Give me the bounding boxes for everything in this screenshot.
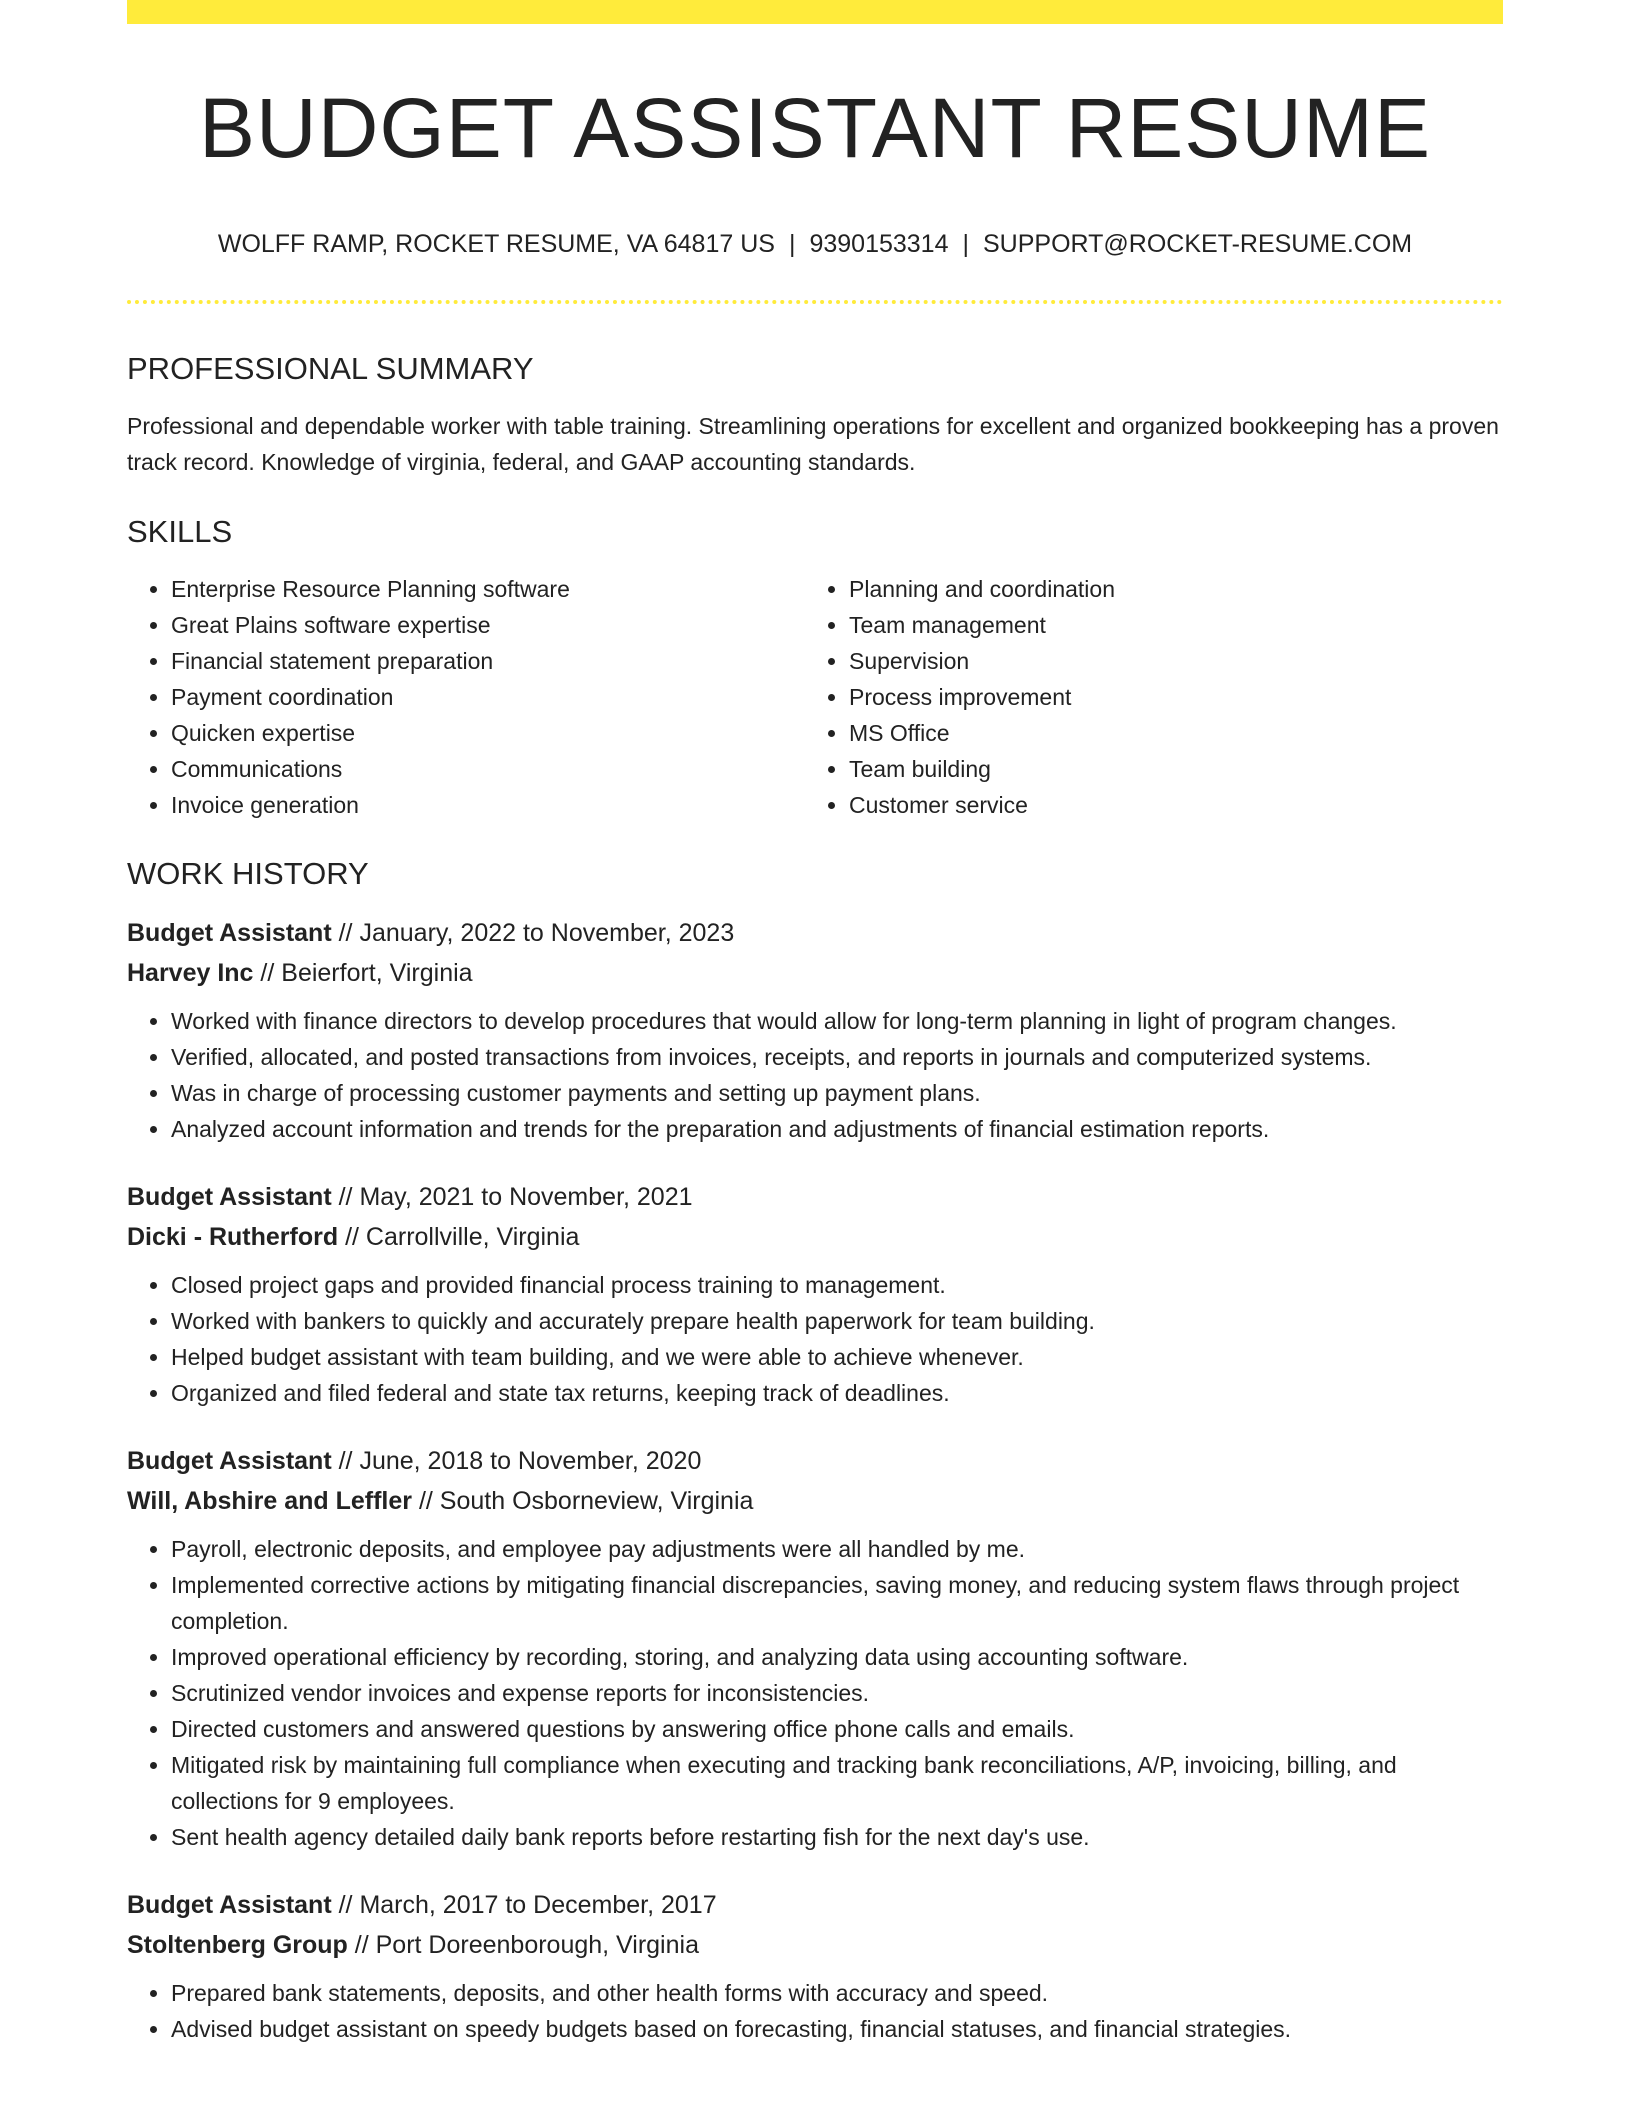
company-name: Dicki - Rutherford xyxy=(127,1223,339,1251)
resume-title: BUDGET ASSISTANT RESUME xyxy=(199,81,1431,175)
job-bullets xyxy=(127,1975,1503,2047)
company-name: Harvey Inc xyxy=(127,959,254,987)
separator: // xyxy=(338,1223,366,1251)
job-bullet: • Mitigated risk by maintaining full compliance when executing and tracking bank reconciliations, A/P, invoicing, billing, and collections for 9 employees. xyxy=(171,1747,1503,1819)
company-location: Port Doreenborough, Virginia xyxy=(375,1931,699,1959)
company-location: Carrollville, Virginia xyxy=(365,1223,580,1251)
job-bullets xyxy=(127,1531,1503,1855)
job-bullet: • Improved operational efficiency by recording, storing, and analyzing data using accounting software. xyxy=(171,1639,1503,1675)
skill-item: • Invoice generation xyxy=(171,787,805,823)
company-line xyxy=(127,1481,1503,1521)
job-bullet: • Advised budget assistant on speedy budgets based on forecasting, financial statuses, and financial strategies. xyxy=(171,2011,1503,2047)
company-line xyxy=(127,1925,1503,1965)
job-bullet: • Was in charge of processing customer payments and setting up payment plans. xyxy=(171,1075,1503,1111)
resume-page xyxy=(127,0,1503,2047)
skill-item: • Process improvement xyxy=(849,679,1483,715)
separator: // xyxy=(331,1891,360,1919)
job-bullet: • Closed project gaps and provided financial process training to management. xyxy=(171,1267,1503,1303)
job-title-line xyxy=(127,1441,1503,1481)
skill-item: • Team management xyxy=(849,607,1483,643)
job-bullet: • Verified, allocated, and posted transactions from invoices, receipts, and reports in journals and computerized systems. xyxy=(171,1039,1503,1075)
job-dates: January, 2022 to November, 2023 xyxy=(359,919,735,947)
job-title: Budget Assistant xyxy=(127,919,332,947)
job-entry xyxy=(127,1441,1503,1855)
skill-item: • Supervision xyxy=(849,643,1483,679)
job-dates: June, 2018 to November, 2020 xyxy=(359,1447,702,1475)
job-bullet: • Sent health agency detailed daily bank reports before restarting fish for the next day's use. xyxy=(171,1819,1503,1855)
skills-list-left xyxy=(127,571,805,823)
skill-item: • Great Plains software expertise xyxy=(171,607,805,643)
job-title-line xyxy=(127,1885,1503,1925)
job-bullet: • Organized and filed federal and state tax returns, keeping track of deadlines. xyxy=(171,1375,1503,1411)
company-name: Will, Abshire and Leffler xyxy=(127,1487,412,1515)
job-title: Budget Assistant xyxy=(127,1891,332,1919)
skill-item: • Team building xyxy=(849,751,1483,787)
company-name: Stoltenberg Group xyxy=(127,1931,348,1959)
contact-line xyxy=(127,232,1503,257)
job-title-line xyxy=(127,1177,1503,1217)
separator: // xyxy=(331,1447,360,1475)
job-dates: May, 2021 to November, 2021 xyxy=(359,1183,693,1211)
job-bullet: • Payroll, electronic deposits, and employee pay adjustments were all handled by me. xyxy=(171,1531,1503,1567)
skills-columns xyxy=(127,571,1503,823)
company-line xyxy=(127,1217,1503,1257)
skill-item: • Financial statement preparation xyxy=(171,643,805,679)
job-entry xyxy=(127,1177,1503,1411)
company-location: Beierfort, Virginia xyxy=(281,959,473,987)
phone: 9390153314 xyxy=(809,230,949,258)
address: WOLFF RAMP, ROCKET RESUME, VA 64817 US xyxy=(217,230,775,258)
separator: | xyxy=(788,230,796,258)
job-title: Budget Assistant xyxy=(127,1183,332,1211)
skill-item: • Quicken expertise xyxy=(171,715,805,751)
job-bullets xyxy=(127,1003,1503,1147)
dotted-divider xyxy=(127,300,1503,304)
job-entry xyxy=(127,1885,1503,2047)
job-bullet: • Analyzed account information and trends for the preparation and adjustments of financial estimation reports. xyxy=(171,1111,1503,1147)
job-dates: March, 2017 to December, 2017 xyxy=(359,1891,717,1919)
accent-bar xyxy=(127,0,1503,24)
separator: // xyxy=(253,959,282,987)
company-location: South Osborneview, Virginia xyxy=(439,1487,754,1515)
section-title-summary: PROFESSIONAL SUMMARY xyxy=(127,351,534,386)
skill-item: • Payment coordination xyxy=(171,679,805,715)
job-bullet: • Helped budget assistant with team building, and we were able to achieve whenever. xyxy=(171,1339,1503,1375)
job-title-line xyxy=(127,913,1503,953)
skill-item: • Enterprise Resource Planning software xyxy=(171,571,805,607)
separator: // xyxy=(331,919,360,947)
skill-item: • Planning and coordination xyxy=(849,571,1483,607)
skills-list-right xyxy=(805,571,1483,823)
section-title-work: WORK HISTORY xyxy=(127,856,369,891)
job-bullet: • Directed customers and answered questions by answering office phone calls and emails. xyxy=(171,1711,1503,1747)
skill-item: • Customer service xyxy=(849,787,1483,823)
work-history xyxy=(127,913,1503,2047)
job-bullet: • Prepared bank statements, deposits, and other health forms with accuracy and speed. xyxy=(171,1975,1503,2011)
skill-item: • Communications xyxy=(171,751,805,787)
job-bullet: • Worked with finance directors to develop procedures that would allow for long-term planning in light of program changes. xyxy=(171,1003,1503,1039)
separator: // xyxy=(412,1487,440,1515)
email: SUPPORT@ROCKET-RESUME.COM xyxy=(983,230,1413,258)
job-bullet: • Implemented corrective actions by mitigating financial discrepancies, saving money, and reducing system flaws through project completion. xyxy=(171,1567,1503,1639)
separator: // xyxy=(331,1183,360,1211)
section-title-skills: SKILLS xyxy=(127,514,233,549)
job-bullets xyxy=(127,1267,1503,1411)
company-line xyxy=(127,953,1503,993)
job-bullet: • Scrutinized vendor invoices and expense reports for inconsistencies. xyxy=(171,1675,1503,1711)
job-bullet: • Worked with bankers to quickly and accurately prepare health paperwork for team building. xyxy=(171,1303,1503,1339)
job-title: Budget Assistant xyxy=(127,1447,332,1475)
skill-item: • MS Office xyxy=(849,715,1483,751)
separator: | xyxy=(962,230,969,258)
separator: // xyxy=(347,1931,376,1959)
summary-text: Professional and dependable worker with table training. Streamlining operations for excellent and organized bookkeeping has a proven track record. Knowledge of virginia, federal, and GAAP accounting standards. xyxy=(127,413,1499,475)
job-entry xyxy=(127,913,1503,1147)
